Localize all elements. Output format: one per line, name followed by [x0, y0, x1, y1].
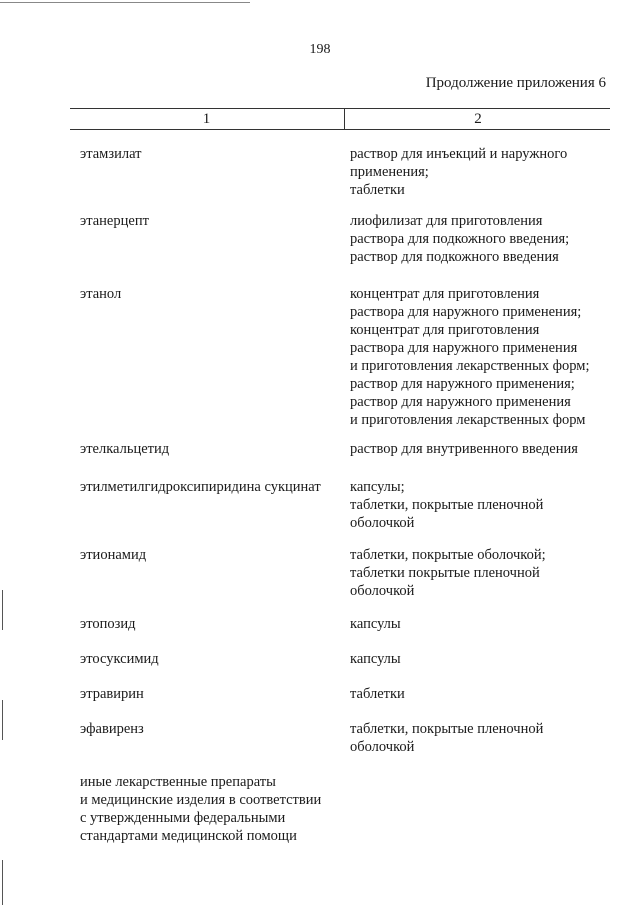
drug-name: этилметилгидроксипиридина сукцинат — [80, 479, 321, 495]
footnote-line: иные лекарственные препараты — [80, 774, 276, 790]
drug-name: этелкальцетид — [80, 441, 170, 457]
dosage-form-line: таблетки, покрытые пленочной — [350, 721, 544, 737]
dosage-form-line: применения; — [350, 164, 429, 180]
dosage-form-line: таблетки — [350, 182, 405, 198]
dosage-form-line: раствор для наружного применения; — [350, 376, 575, 392]
scan-edge-mark — [2, 860, 3, 905]
drug-name: этионамид — [80, 547, 147, 563]
dosage-forms — [350, 212, 620, 266]
dosage-form-line: оболочкой — [350, 739, 415, 755]
drug-name: этанол — [80, 286, 122, 302]
dosage-forms — [350, 440, 620, 458]
dosage-form-line: таблетки покрытые пленочной — [350, 565, 540, 581]
footnote-line: стандартами медицинской помощи — [80, 828, 297, 844]
dosage-form-line: раствора для наружного применения — [350, 340, 578, 356]
dosage-form-line: капсулы — [350, 651, 401, 667]
dosage-form-line: раствор для инъекций и наружного — [350, 146, 568, 162]
scan-edge-mark — [2, 590, 3, 630]
dosage-forms — [350, 650, 620, 668]
drug-name: этамзилат — [80, 146, 142, 162]
dosage-form-line: раствора для наружного применения; — [350, 304, 582, 320]
scan-top-rule — [0, 2, 250, 3]
dosage-forms — [350, 720, 620, 756]
dosage-forms — [350, 285, 620, 429]
dosage-form-line: лиофилизат для приготовления — [350, 213, 543, 229]
dosage-forms — [350, 478, 620, 532]
drug-name: эфавиренз — [80, 721, 144, 737]
dosage-forms — [350, 615, 620, 633]
drug-name: этравирин — [80, 686, 144, 702]
dosage-form-line: капсулы; — [350, 479, 405, 495]
dosage-forms — [350, 685, 620, 703]
drug-name: этосуксимид — [80, 651, 159, 667]
dosage-forms — [350, 145, 620, 199]
drug-name: этопозид — [80, 616, 136, 632]
table-header-col1: 1 — [202, 111, 211, 127]
scan-edge-mark — [2, 700, 3, 740]
drug-name: этанерцепт — [80, 213, 149, 229]
dosage-form-line: оболочкой — [350, 583, 415, 599]
table-header — [70, 108, 610, 130]
footnote-line: и медицинские изделия в соответствии — [80, 792, 322, 808]
dosage-form-line: и приготовления лекарственных форм; — [350, 358, 590, 374]
footnote — [80, 773, 321, 845]
footnote-line: с утвержденными федеральными — [80, 810, 286, 826]
dosage-form-line: таблетки, покрытые пленочной — [350, 497, 544, 513]
dosage-form-line: раствор для подкожного введения — [350, 249, 559, 265]
dosage-form-line: таблетки, покрытые оболочкой; — [350, 547, 546, 563]
dosage-form-line: концентрат для приготовления — [350, 286, 540, 302]
dosage-form-line: раствора для подкожного введения; — [350, 231, 570, 247]
continuation-title: Продолжение приложения 6 — [425, 75, 606, 91]
dosage-form-line: концентрат для приготовления — [350, 322, 540, 338]
dosage-forms — [350, 546, 620, 600]
dosage-form-line: оболочкой — [350, 515, 415, 531]
dosage-form-line: капсулы — [350, 616, 401, 632]
dosage-form-line: таблетки — [350, 686, 405, 702]
dosage-form-line: раствор для внутривенного введения — [350, 441, 578, 457]
page-number: 198 — [309, 42, 331, 57]
table-header-col2: 2 — [344, 109, 611, 129]
dosage-form-line: раствор для наружного применения — [350, 394, 571, 410]
dosage-form-line: и приготовления лекарственных форм — [350, 412, 586, 428]
